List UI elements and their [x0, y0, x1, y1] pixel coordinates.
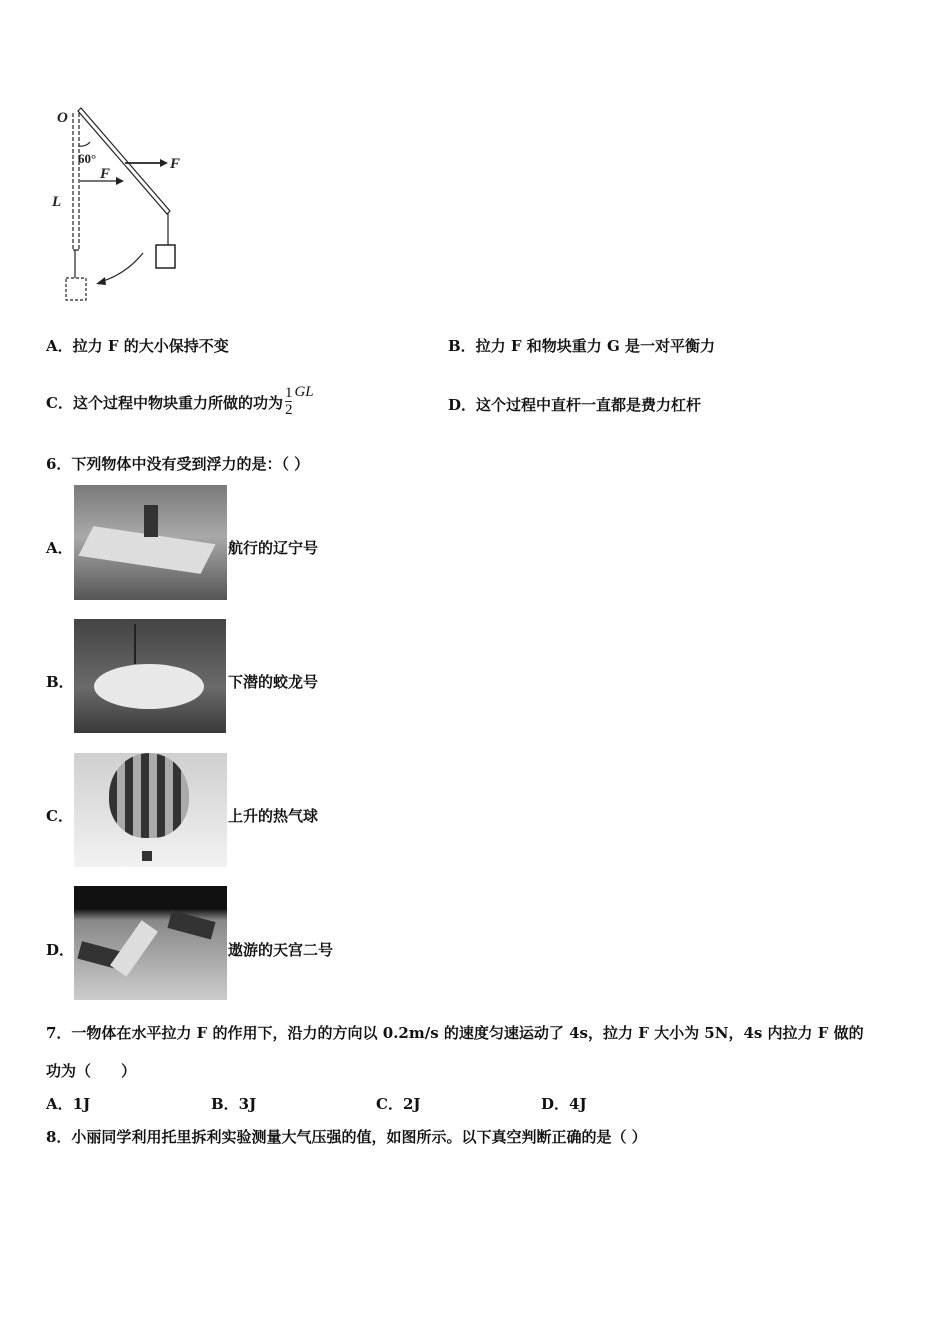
q5-option-d[interactable]: D．这个过程中直杆一直都是费力杠杆	[448, 396, 702, 414]
hot-air-balloon-image	[74, 753, 227, 867]
label-f1: F	[170, 156, 181, 172]
q6-option-a-text[interactable]: 航行的辽宁号	[228, 539, 319, 557]
lever-diagram	[0, 0, 200, 320]
label-angle: 60°	[78, 151, 97, 166]
q6-option-b-letter[interactable]: B．	[46, 673, 74, 691]
label-l: L	[52, 194, 62, 210]
label-o: O	[57, 110, 68, 126]
fraction-denominator: 2	[284, 402, 293, 418]
q5-option-c-text: C．这个过程中物块重力所做的功为	[46, 394, 283, 412]
q7-stem-line2: 功为（ ）	[46, 1062, 137, 1080]
q7-option-c[interactable]: C．2J	[376, 1095, 421, 1113]
q7-option-d[interactable]: D．4J	[541, 1095, 587, 1113]
q8-stem: 8．小丽同学利用托里拆利实验测量大气压强的值，如图所示。以下真空判断正确的是（ ）	[46, 1128, 647, 1146]
q6-option-a-letter[interactable]: A．	[46, 539, 73, 557]
q6-option-c-letter[interactable]: C．	[46, 807, 73, 825]
q6-option-d-letter[interactable]: D．	[46, 941, 75, 959]
q7-option-a[interactable]: A．1J	[46, 1095, 91, 1113]
q6-option-d-text[interactable]: 遨游的天宫二号	[228, 941, 334, 959]
q6-option-c-text[interactable]: 上升的热气球	[228, 807, 319, 825]
q6-stem: 6．下列物体中没有受到浮力的是：（ ）	[46, 455, 310, 473]
q5-option-a[interactable]: A．拉力 F 的大小保持不变	[46, 337, 229, 355]
q5-option-c[interactable]	[46, 372, 314, 423]
submersible-image	[74, 619, 226, 733]
label-f2: F	[100, 166, 111, 182]
space-station-image	[74, 886, 227, 1000]
q7-option-b[interactable]: B．3J	[211, 1095, 257, 1113]
fraction-numerator: 1	[284, 385, 293, 401]
q5-option-b[interactable]: B．拉力 F 和物块重力 G 是一对平衡力	[448, 337, 716, 355]
fraction	[285, 385, 293, 418]
q6-option-b-text[interactable]: 下潜的蛟龙号	[228, 673, 319, 691]
gl-term: GL	[294, 384, 314, 400]
aircraft-carrier-image	[74, 485, 227, 600]
q7-stem-line1: 7．一物体在水平拉力 F 的作用下，沿力的方向以 0.2m/s 的速度匀速运动了 4s，拉力 F 大小为 5N，4s 内拉力 F 做的	[46, 1024, 864, 1042]
